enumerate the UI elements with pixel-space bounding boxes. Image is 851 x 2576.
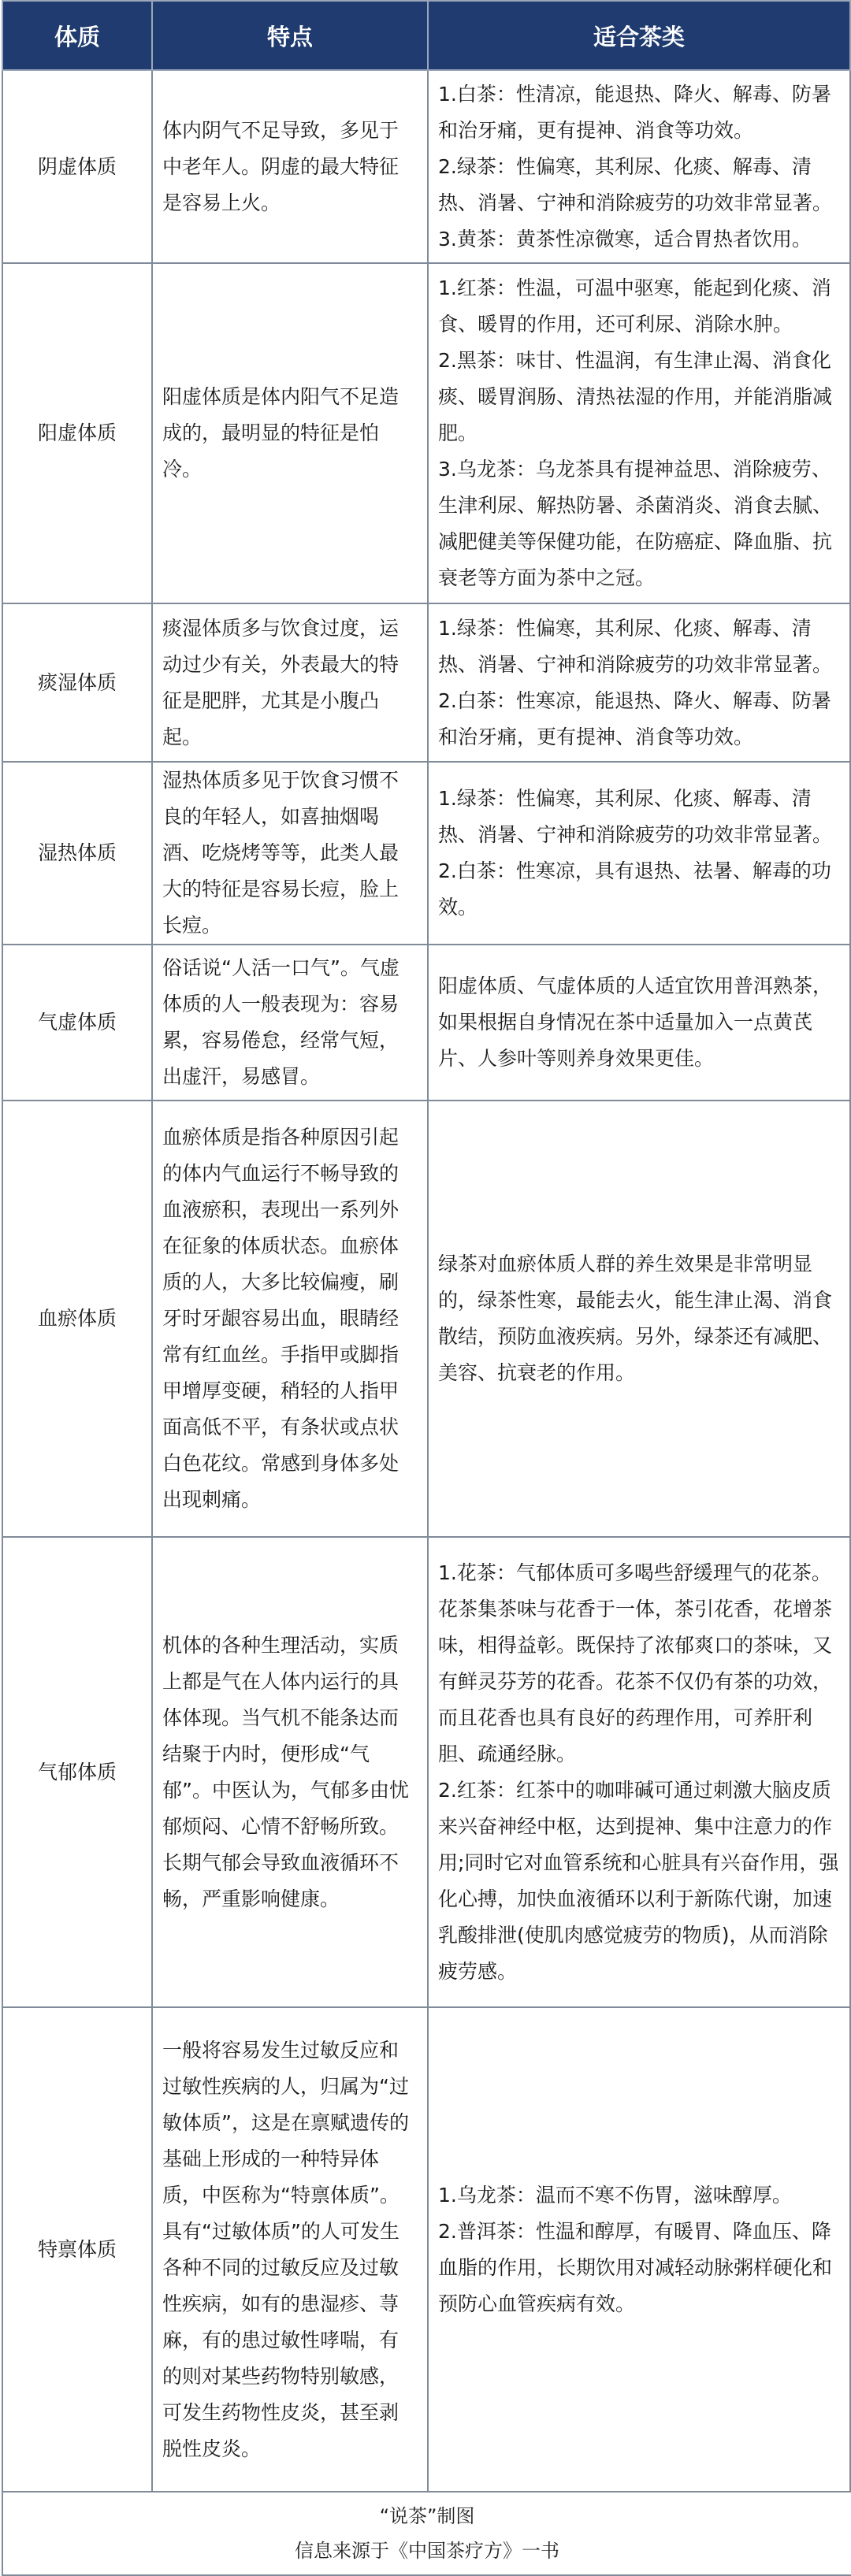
footer-credit: “说茶”制图 — [379, 2505, 475, 2527]
header-suitable-tea: 适合茶类 — [428, 1, 850, 70]
tea-item: 2.黑茶：味甘、性温润，有生津止渴、消食化痰、暖胃润肠、清热祛湿的作用，并能消脂减肥。 — [438, 349, 833, 444]
table-header — [2, 1, 850, 70]
constitution-name: 痰湿体质 — [2, 603, 152, 762]
footer-source: 信息来源于《中国茶疗方》一书 — [295, 2540, 559, 2562]
tea-recommendations — [428, 1537, 850, 2007]
table-row — [2, 945, 850, 1101]
table-row — [2, 263, 850, 603]
constitution-name: 气郁体质 — [2, 1537, 152, 2007]
table-footer — [2, 2492, 851, 2576]
tea-constitution-table — [2, 0, 851, 2492]
table-row — [2, 1101, 850, 1537]
tea-recommendations — [428, 945, 850, 1101]
constitution-description: 血瘀体质是指各种原因引起的体内气血运行不畅导致的血液瘀积，表现出一系列外在征象的体质状态。血瘀体质的人，大多比较偏瘦，刷牙时牙龈容易出血，眼睛经常有红血丝。手指甲或脚指甲增厚变硬，稍轻的人指甲面高低不平，有条状或点状白色花纹。常感到身体多处出现刺痛。 — [152, 1101, 428, 1537]
tea-recommendations — [428, 603, 850, 762]
constitution-description: 体内阴气不足导致，多见于中老年人。阴虚的最大特征是容易上火。 — [152, 70, 428, 263]
table-row — [2, 603, 850, 762]
constitution-name: 血瘀体质 — [2, 1101, 152, 1537]
tea-recommendations — [428, 762, 850, 945]
constitution-description: 阳虚体质是体内阳气不足造成的，最明显的特征是怕冷。 — [152, 263, 428, 603]
tea-item: 1.花茶：气郁体质可多喝些舒缓理气的花茶。花茶集茶味与花香于一体，茶引花香，花增茶味，相得益彰。既保持了浓郁爽口的茶味，又有鲜灵芬芳的花香。花茶不仅仍有茶的功效，而且花香也具有良好的药理作用，可养肝利胆、疏通经脉。 — [438, 1561, 833, 1765]
constitution-description: 俗话说“人活一口气”。气虚体质的人一般表现为：容易累，容易倦怠，经常气短，出虚汗，易感冒。 — [152, 945, 428, 1101]
constitution-name: 特禀体质 — [2, 2007, 152, 2492]
constitution-name: 湿热体质 — [2, 762, 152, 945]
constitution-description: 机体的各种生理活动，实质上都是气在人体内运行的具体体现。当气机不能条达而结聚于内时，便形成“气郁”。中医认为，气郁多由忧郁烦闷、心情不舒畅所致。长期气郁会导致血液循环不畅，严重影响健康。 — [152, 1537, 428, 2007]
constitution-name: 阳虚体质 — [2, 263, 152, 603]
constitution-name: 气虚体质 — [2, 945, 152, 1101]
tea-item: 1.绿茶：性偏寒，其利尿、化痰、解毒、清热、消暑、宁神和消除疲劳的功效非常显著。 — [438, 787, 833, 846]
tea-item: 2.绿茶：性偏寒，其利尿、化痰、解毒、清热、消暑、宁神和消除疲劳的功效非常显著。 — [438, 154, 833, 214]
tea-item: 绿茶对血瘀体质人群的养生效果是非常明显的，绿茶性寒，最能去火，能生津止渴、消食散结，预防血液疾病。另外，绿茶还有减肥、美容、抗衰老的作用。 — [438, 1253, 833, 1384]
tea-item: 3.黄茶：黄茶性凉微寒，适合胃热者饮用。 — [438, 227, 812, 251]
header-constitution: 体质 — [2, 1, 152, 70]
tea-recommendations — [428, 263, 850, 603]
table-row — [2, 1537, 850, 2007]
tea-item: 2.白茶：性寒凉，具有退热、祛暑、解毒的功效。 — [438, 859, 831, 919]
tea-item: 1.绿茶：性偏寒，其利尿、化痰、解毒、清热、消暑、宁神和消除疲劳的功效非常显著。 — [438, 616, 833, 676]
table-row — [2, 70, 850, 263]
constitution-name: 阴虚体质 — [2, 70, 152, 263]
table-row — [2, 762, 850, 945]
header-features: 特点 — [152, 1, 428, 70]
tea-recommendations — [428, 70, 850, 263]
constitution-description: 湿热体质多见于饮食习惯不良的年轻人，如喜抽烟喝酒、吃烧烤等等，此类人最大的特征是容易长痘，脸上长痘。 — [152, 762, 428, 945]
tea-item: 2.普洱茶：性温和醇厚，有暖胃、降血压、降血脂的作用，长期饮用对减轻动脉粥样硬化和预防心血管疾病有效。 — [438, 2219, 833, 2315]
tea-item: 1.乌龙茶：温而不寒不伤胃，滋味醇厚。 — [438, 2183, 792, 2207]
tea-item: 1.白茶：性清凉，能退热、降火、解毒、防暑和治牙痛，更有提神、消食等功效。 — [438, 82, 831, 142]
tea-item: 2.白茶：性寒凉，能退热、降火、解毒、防暑和治牙痛，更有提神、消食等功效。 — [438, 689, 831, 748]
tea-item: 1.红茶：性温，可温中驱寒，能起到化痰、消食、暖胃的作用，还可利尿、消除水肿。 — [438, 277, 831, 336]
tea-item: 3.乌龙茶：乌龙茶具有提神益思、消除疲劳、生津利尿、解热防暑、杀菌消炎、消食去腻、减肥健美等保健功能，在防癌症、降血脂、抗衰老等方面为茶中之冠。 — [438, 458, 833, 589]
constitution-description: 一般将容易发生过敏反应和过敏性疾病的人，归属为“过敏体质”，这是在禀赋遗传的基础上形成的一种特异体质，中医称为“特禀体质”。具有“过敏体质”的人可发生各种不同的过敏反应及过敏性疾病，如有的患湿疹、荨麻，有的患过敏性哮喘，有的则对某些药物特别敏感，可发生药物性皮炎，甚至剥脱性皮炎。 — [152, 2007, 428, 2492]
constitution-description: 痰湿体质多与饮食过度，运动过少有关，外表最大的特征是肥胖，尤其是小腹凸起。 — [152, 603, 428, 762]
tea-item: 阳虚体质、气虚体质的人适宜饮用普洱熟茶，如果根据自身情况在茶中适量加入一点黄芪片、人参叶等则养身效果更佳。 — [438, 974, 833, 1070]
tea-item: 2.红茶：红茶中的咖啡碱可通过刺激大脑皮质来兴奋神经中枢，达到提神、集中注意力的作用;同时它对血管系统和心脏具有兴奋作用，强化心搏，加快血液循环以利于新陈代谢，加速乳酸排泄(使肌肉感觉疲劳的物质)，从而消除疲劳感。 — [438, 1778, 839, 1983]
tea-recommendations — [428, 2007, 850, 2492]
tea-recommendations — [428, 1101, 850, 1537]
table-row — [2, 2007, 850, 2492]
